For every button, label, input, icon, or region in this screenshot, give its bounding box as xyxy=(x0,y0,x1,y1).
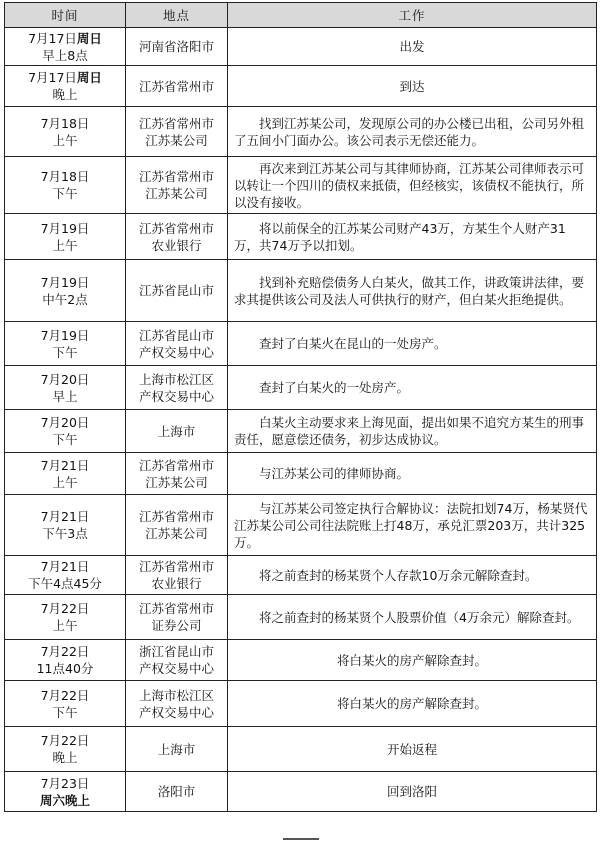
location-cell xyxy=(126,772,228,812)
time-line xyxy=(5,168,125,185)
time-line xyxy=(5,132,125,149)
time-text: 周六晚上 xyxy=(39,792,90,808)
location-text: 浙江省昆山市 xyxy=(138,644,214,659)
time-text: 7月22日 xyxy=(40,733,90,748)
work-cell xyxy=(228,595,597,640)
time-text: 下午3点 xyxy=(42,526,88,541)
page-bottom-mark xyxy=(283,838,319,840)
location-cell xyxy=(126,556,228,595)
itinerary-table xyxy=(4,2,597,812)
table-row xyxy=(5,214,597,260)
table-row xyxy=(5,727,597,772)
work-text: 再次来到江苏某公司与其律师协商，江苏某公司律师表示可以转让一个四川的债权来抵债，但经核实，该债权不能执行，所以没有接收。 xyxy=(234,160,585,210)
location-text: 江苏省常州市 xyxy=(138,78,214,94)
location-text: 上海市 xyxy=(157,741,196,757)
time-cell xyxy=(5,453,126,495)
time-text: 上午 xyxy=(52,474,78,490)
work-cell xyxy=(228,681,597,727)
location-cell xyxy=(126,66,228,107)
location-text: 江苏省常州市 xyxy=(138,559,214,574)
location-text: 江苏省常州市 xyxy=(138,169,214,184)
time-text: 上午 xyxy=(52,618,78,633)
location-text: 江苏省常州市 xyxy=(138,115,214,131)
table-row xyxy=(5,772,597,812)
location-text: 证券公司 xyxy=(151,618,202,633)
time-line xyxy=(5,704,125,721)
time-text: 7月18日 xyxy=(40,115,90,131)
time-line xyxy=(5,660,125,677)
location-cell xyxy=(126,157,228,214)
work-text: 白某火主动要求来上海见面，提出如果不追究方某生的刑事责任，愿意偿还债务，初步达成协议。 xyxy=(234,415,585,447)
location-text: 产权交易中心 xyxy=(138,388,214,404)
time-text: 下午 xyxy=(52,344,78,360)
work-cell xyxy=(228,453,597,495)
time-cell xyxy=(5,66,126,107)
time-cell xyxy=(5,157,126,214)
time-text: 下午4点45分 xyxy=(28,576,102,591)
time-line xyxy=(5,643,125,660)
time-cell xyxy=(5,28,126,66)
time-text: 7月22日 xyxy=(40,644,90,659)
time-text: 上午 xyxy=(52,237,78,253)
work-text: 将白某火的房产解除查封。 xyxy=(336,696,487,711)
time-text: 晚上 xyxy=(52,87,78,102)
time-line xyxy=(5,86,125,103)
work-cell xyxy=(228,366,597,410)
time-line xyxy=(5,525,125,542)
work-cell xyxy=(228,640,597,681)
work-cell xyxy=(228,727,597,772)
table-row xyxy=(5,28,597,66)
work-cell xyxy=(228,214,597,260)
time-line xyxy=(5,474,125,491)
table-row xyxy=(5,260,597,322)
work-text: 与江苏某公司的律师协商。 xyxy=(259,466,410,481)
time-line xyxy=(5,558,125,575)
time-line xyxy=(5,600,125,617)
work-text: 查封了白某火的一处房产。 xyxy=(259,380,410,395)
location-cell xyxy=(126,410,228,453)
table-row xyxy=(5,366,597,410)
location-cell xyxy=(126,640,228,681)
time-line xyxy=(5,274,125,291)
location-text: 上海市 xyxy=(157,423,196,439)
table-row xyxy=(5,556,597,595)
location-text: 江苏省昆山市 xyxy=(138,283,214,298)
time-cell xyxy=(5,495,126,556)
location-cell xyxy=(126,495,228,556)
time-text: 早上 xyxy=(52,388,78,404)
time-text: 下午 xyxy=(52,432,78,447)
time-line xyxy=(5,371,125,388)
location-text: 江苏省昆山市 xyxy=(138,327,214,343)
table-header-row xyxy=(5,3,597,28)
location-text: 农业银行 xyxy=(151,237,202,253)
time-text: 7月17日 xyxy=(28,70,77,85)
time-line xyxy=(5,732,125,749)
work-cell xyxy=(228,322,597,366)
work-cell xyxy=(228,410,597,453)
time-text: 7月19日 xyxy=(40,274,90,290)
time-cell xyxy=(5,366,126,410)
time-text: 周日 xyxy=(76,70,102,85)
location-cell xyxy=(126,366,228,410)
time-line xyxy=(5,237,125,254)
time-text: 下午 xyxy=(52,704,78,720)
location-text: 江苏省常州市 xyxy=(138,509,214,524)
time-text: 7月19日 xyxy=(40,327,90,343)
time-text: 7月22日 xyxy=(40,687,90,703)
time-line xyxy=(5,792,125,809)
time-text: 7月20日 xyxy=(40,371,90,387)
location-text: 上海市松江区 xyxy=(138,687,214,703)
location-text: 产权交易中心 xyxy=(138,704,214,720)
work-text: 将之前查封的杨某贤个人存款10万余元解除查封。 xyxy=(259,567,538,583)
location-text: 江苏省常州市 xyxy=(138,220,214,236)
time-cell xyxy=(5,410,126,453)
location-cell xyxy=(126,28,228,66)
time-line xyxy=(5,617,125,634)
time-text: 下午 xyxy=(52,186,78,201)
time-line xyxy=(5,291,125,308)
time-text: 7月23日 xyxy=(40,775,90,791)
table-row xyxy=(5,595,597,640)
header-work: 工作 xyxy=(228,3,597,28)
table-row xyxy=(5,322,597,366)
location-text: 产权交易中心 xyxy=(138,344,214,360)
location-cell xyxy=(126,453,228,495)
time-cell xyxy=(5,214,126,260)
time-cell xyxy=(5,640,126,681)
time-line xyxy=(5,47,125,64)
time-line xyxy=(5,388,125,405)
time-line xyxy=(5,508,125,525)
work-text: 将以前保全的江苏某公司财产43万，方某生个人财产31万，共74万予以扣划。 xyxy=(234,220,566,253)
work-text: 出发 xyxy=(399,39,425,54)
time-text: 7月17日 xyxy=(28,30,77,46)
work-text: 将白某火的房产解除查封。 xyxy=(336,652,487,668)
time-text: 早上8点 xyxy=(42,47,88,63)
time-cell xyxy=(5,556,126,595)
work-cell xyxy=(228,772,597,812)
time-line xyxy=(5,185,125,202)
work-cell xyxy=(228,556,597,595)
work-text: 找到补充赔偿债务人白某火，做其工作，讲政策讲法律，要求其提供该公司及法人可供执行的财产，但白某火拒绝提供。 xyxy=(234,274,585,307)
time-text: 中午2点 xyxy=(42,291,88,307)
work-cell xyxy=(228,260,597,322)
table-row xyxy=(5,681,597,727)
time-text: 7月20日 xyxy=(40,415,90,430)
work-text: 回到洛阳 xyxy=(386,784,437,799)
time-text: 7月19日 xyxy=(40,220,90,236)
location-text: 河南省洛阳市 xyxy=(138,39,214,54)
table-row xyxy=(5,640,597,681)
location-text: 江苏某公司 xyxy=(145,132,208,148)
time-line xyxy=(5,687,125,704)
time-text: 7月22日 xyxy=(40,601,90,616)
table-row xyxy=(5,495,597,556)
time-line xyxy=(5,749,125,766)
time-line xyxy=(5,220,125,237)
location-text: 农业银行 xyxy=(151,576,202,591)
time-text: 上午 xyxy=(52,132,78,148)
work-cell xyxy=(228,157,597,214)
location-cell xyxy=(126,107,228,157)
location-text: 江苏省常州市 xyxy=(138,457,214,473)
work-text: 与江苏某公司签定执行合解协议：法院扣划74万，杨某贤代江苏某公司公司往法院账上打48万，承兑汇票203万，共计325万。 xyxy=(234,500,588,550)
time-text: 周日 xyxy=(76,30,102,46)
location-cell xyxy=(126,214,228,260)
location-text: 上海市松江区 xyxy=(138,371,214,387)
time-line xyxy=(5,775,125,792)
time-text: 7月18日 xyxy=(40,169,90,184)
work-text: 将之前查封的杨某贤个人股票价值（4万余元）解除查封。 xyxy=(259,609,580,625)
work-text: 查封了白某火在昆山的一处房产。 xyxy=(259,336,447,351)
table-row xyxy=(5,410,597,453)
location-cell xyxy=(126,681,228,727)
time-text: 11点40分 xyxy=(36,661,94,676)
location-text: 洛阳市 xyxy=(157,784,196,799)
time-text: 晚上 xyxy=(52,750,78,765)
time-line xyxy=(5,30,125,47)
location-text: 江苏某公司 xyxy=(145,474,208,490)
time-line xyxy=(5,575,125,592)
time-cell xyxy=(5,322,126,366)
table-body xyxy=(5,28,597,812)
time-line xyxy=(5,115,125,132)
time-line xyxy=(5,457,125,474)
work-cell xyxy=(228,28,597,66)
location-text: 江苏某公司 xyxy=(145,526,208,541)
header-location: 地点 xyxy=(126,3,228,28)
work-cell xyxy=(228,495,597,556)
location-text: 产权交易中心 xyxy=(138,661,214,676)
table-row xyxy=(5,66,597,107)
location-cell xyxy=(126,322,228,366)
location-cell xyxy=(126,595,228,640)
time-line xyxy=(5,414,125,431)
time-line xyxy=(5,327,125,344)
work-cell xyxy=(228,107,597,157)
time-line xyxy=(5,69,125,86)
location-cell xyxy=(126,260,228,322)
time-text: 7月21日 xyxy=(40,559,90,574)
time-cell xyxy=(5,772,126,812)
work-text: 开始返程 xyxy=(386,741,437,757)
work-cell xyxy=(228,66,597,107)
header-time: 时间 xyxy=(5,3,126,28)
table-row xyxy=(5,453,597,495)
work-text: 找到江苏某公司，发现原公司的办公楼已出租，公司另外租了五间小门面办公。该公司表示无偿还能力。 xyxy=(234,115,585,148)
time-cell xyxy=(5,595,126,640)
time-text: 7月21日 xyxy=(40,509,90,524)
time-cell xyxy=(5,260,126,322)
table-row xyxy=(5,157,597,214)
time-line xyxy=(5,344,125,361)
table-row xyxy=(5,107,597,157)
location-text: 江苏某公司 xyxy=(145,186,208,201)
time-cell xyxy=(5,681,126,727)
work-text: 到达 xyxy=(399,78,425,94)
time-line xyxy=(5,431,125,448)
time-text: 7月21日 xyxy=(40,457,90,473)
time-cell xyxy=(5,727,126,772)
location-text: 江苏省常州市 xyxy=(138,601,214,616)
location-cell xyxy=(126,727,228,772)
time-cell xyxy=(5,107,126,157)
